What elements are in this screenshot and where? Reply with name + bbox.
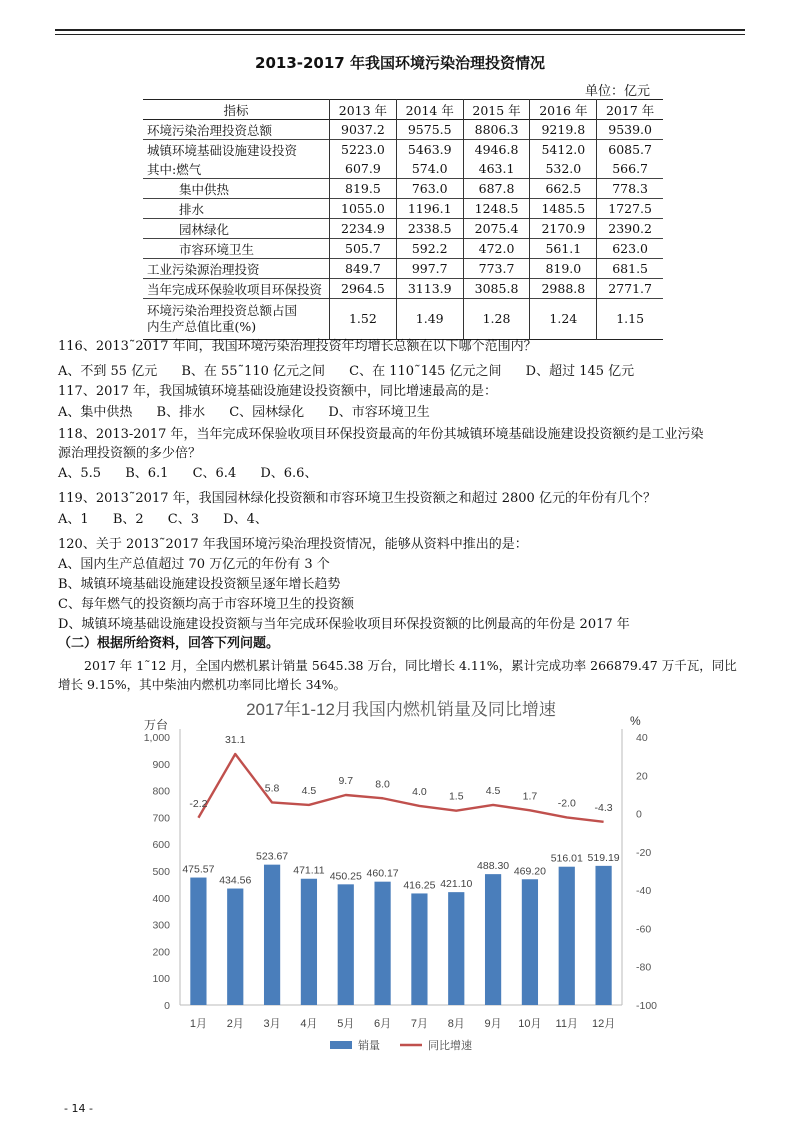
table-cell: 1196.1: [396, 199, 463, 219]
right-axis-tick: -40: [636, 885, 652, 898]
bar-data-label: 519.19: [587, 851, 620, 864]
bar-data-label: 469.20: [513, 865, 546, 878]
table-header-cell: 2015 年: [463, 100, 530, 120]
bar: [595, 866, 611, 1005]
option: B、2: [112, 512, 144, 527]
table-header-cell: 2013 年: [330, 100, 397, 120]
table-cell: 1055.0: [330, 199, 397, 219]
left-axis-tick: 700: [152, 812, 170, 825]
table-row: [143, 299, 663, 340]
table-cell: 849.7: [330, 259, 397, 279]
right-axis-tick: -100: [636, 1000, 658, 1012]
question-118-options: [58, 465, 337, 483]
option: C、6.4: [192, 466, 237, 481]
x-axis-tick: 2月: [226, 1018, 244, 1030]
row-label: 环境污染治理投资总额: [143, 120, 330, 140]
table-cell: 1485.5: [530, 199, 597, 219]
line-data-label: 4.0: [412, 785, 427, 798]
line-data-label: 8.0: [375, 778, 390, 791]
table-cell: 2771.7: [608, 281, 652, 296]
left-axis-tick: 200: [152, 946, 170, 959]
table-title: 2013-2017 年我国环境污染治理投资情况: [255, 54, 545, 72]
question-117: 117、2017 年，我国城镇环境基础设施建设投资额中，同比增速最高的是：: [58, 384, 498, 399]
legend-swatch-sales: [330, 1041, 352, 1049]
x-axis-tick: 1月: [189, 1018, 207, 1030]
table-cell: 662.5: [530, 179, 597, 199]
option: C、园林绿化: [229, 405, 305, 420]
right-axis-unit: %: [630, 714, 641, 728]
table-cell: 687.8: [463, 179, 530, 199]
option: D、超过 145 亿元: [525, 364, 635, 379]
table-row: [143, 179, 663, 199]
option: C、在 110˜145 亿元之间: [349, 364, 502, 379]
table-cell: 9539.0: [608, 122, 652, 137]
question-116-options: [58, 363, 654, 381]
option: A、集中供热: [58, 405, 133, 420]
bar: [227, 889, 243, 1005]
row-label: 其中:燃气: [143, 159, 330, 179]
left-axis-tick: 300: [152, 919, 170, 932]
left-axis-tick: 0: [164, 1000, 170, 1012]
right-axis-tick: 40: [636, 732, 648, 744]
x-axis-tick: 9月: [484, 1018, 502, 1030]
table-cell: 592.2: [396, 239, 463, 259]
table-cell: 6085.7: [608, 142, 652, 157]
line-data-label: 5.8: [264, 782, 280, 795]
x-axis-tick: 8月: [447, 1018, 465, 1030]
table-cell: 819.5: [330, 179, 397, 199]
table-header-cell: 指标: [143, 100, 330, 120]
bar: [374, 882, 390, 1005]
table-cell: 9219.8: [530, 120, 597, 140]
row-label: [143, 299, 330, 340]
bar-data-label: 450.25: [329, 870, 362, 883]
line-data-label: 4.5: [485, 784, 501, 797]
bar: [411, 893, 427, 1005]
table-cell: 1.49: [396, 299, 463, 340]
table-cell: 3113.9: [396, 279, 463, 299]
right-axis-tick: -20: [636, 846, 652, 859]
table-header-cell: 2014 年: [396, 100, 463, 120]
table-row: [143, 259, 663, 279]
table-cell: 2988.8: [530, 279, 597, 299]
bar-data-label: 523.67: [256, 850, 289, 863]
table-cell: 9575.5: [396, 120, 463, 140]
table-row: [143, 279, 663, 299]
bar-data-label: 516.01: [550, 852, 583, 865]
table-cell: 5223.0: [330, 140, 397, 160]
table-cell: 9037.2: [330, 120, 397, 140]
option: A、不到 55 亿元: [58, 364, 158, 379]
row-label: 市容环境卫生: [143, 239, 330, 259]
row-label: 排水: [143, 199, 330, 219]
table-cell: 2234.9: [330, 219, 397, 239]
row-label-line1: 环境污染治理投资总额占国: [147, 303, 298, 318]
table-row: [143, 239, 663, 259]
section-heading: （二）根据所给资料，回答下列问题。: [58, 636, 280, 651]
table-cell: 763.0: [396, 179, 463, 199]
x-axis-tick: 10月: [518, 1018, 542, 1030]
question-120-option-c: C、每年燃气的投资额均高于市容环境卫生的投资额: [58, 597, 354, 612]
line-data-label: 31.1: [225, 734, 246, 747]
row-label: 集中供热: [143, 179, 330, 199]
row-label-line2: 内生产总值比重(%): [147, 319, 257, 334]
row-label: 城镇环境基础设施建设投资: [143, 140, 330, 160]
table-cell: 5463.9: [396, 140, 463, 160]
left-axis-tick: 100: [152, 973, 170, 986]
growth-line: [198, 754, 603, 822]
x-axis-tick: 3月: [263, 1018, 281, 1030]
bar: [448, 892, 464, 1005]
question-119: 119、2013˜2017 年，我国园林绿化投资额和市容环境卫生投资额之和超过 2800 亿元的年份有几个？: [58, 491, 656, 506]
question-120-option-b: B、城镇环境基础设施建设投资额呈逐年增长趋势: [58, 577, 341, 592]
right-axis-tick: -80: [636, 961, 652, 974]
question-118-line1: 118、2013-2017 年，当年完成环保验收项目环保投资最高的年份其城镇环境基础设施建设投资额约是工业污染: [58, 427, 704, 442]
option: A、1: [58, 512, 89, 527]
option: C、3: [167, 512, 199, 527]
option: D、4、: [223, 512, 268, 527]
x-axis-tick: 11月: [555, 1018, 578, 1030]
line-data-label: -2.0: [557, 797, 576, 810]
header-rule-thick: [55, 29, 745, 31]
bar: [190, 878, 206, 1005]
table-cell: 2075.4: [463, 219, 530, 239]
table-header-cell: 2017 年: [605, 102, 655, 118]
question-120: 120、关于 2013˜2017 年我国环境污染治理投资情况，能够从资料中推出的是：: [58, 537, 528, 552]
line-data-label: 4.5: [301, 784, 317, 797]
bar: [264, 865, 280, 1005]
line-data-label: 1.5: [448, 790, 464, 803]
table-row: [143, 219, 663, 239]
table-cell: 566.7: [612, 161, 649, 176]
right-axis-tick: 0: [636, 808, 642, 821]
option: A、5.5: [58, 466, 102, 481]
table-cell: 1248.5: [463, 199, 530, 219]
table-cell: 5412.0: [530, 140, 597, 160]
question-118-line2: 源治理投资额的多少倍？: [58, 446, 202, 461]
table-cell: 623.0: [612, 241, 649, 256]
table-cell: 2170.9: [530, 219, 597, 239]
left-axis-tick: 400: [152, 892, 170, 905]
left-axis-tick: 1,000: [143, 732, 170, 744]
x-axis-tick: 7月: [410, 1018, 428, 1030]
row-label: 园林绿化: [143, 219, 330, 239]
bar-data-label: 488.30: [477, 860, 510, 873]
line-data-label: 1.7: [522, 790, 538, 803]
table-cell: 532.0: [530, 159, 597, 179]
table-cell: 2964.5: [330, 279, 397, 299]
table-cell: 1.28: [463, 299, 530, 340]
header-rule-thin: [55, 34, 745, 35]
table-cell: 778.3: [612, 181, 649, 196]
row-label: 工业污染源治理投资: [143, 259, 330, 279]
table-unit: 单位：亿元: [585, 84, 651, 99]
line-data-label: -4.3: [594, 801, 613, 814]
table-cell: 997.7: [396, 259, 463, 279]
left-axis-tick: 800: [152, 785, 170, 798]
bar: [338, 884, 354, 1005]
option: B、排水: [156, 405, 206, 420]
section-paragraph: 2017 年 1˜12 月，全国内燃机累计销量 5645.38 万台，同比增长 4.11%，累计完成功率 266879.47 万千瓦，同比增长 9.15%，其中柴油内燃机功率同比增长 34%。: [58, 658, 737, 692]
table-cell: 505.7: [330, 239, 397, 259]
table-header-row: [143, 100, 663, 120]
question-117-options: [58, 404, 450, 422]
x-axis-tick: 6月: [374, 1018, 392, 1030]
question-119-options: [58, 511, 288, 529]
table-cell: 819.0: [530, 259, 597, 279]
line-data-label: -2.2: [189, 797, 208, 810]
table-cell: 463.1: [463, 159, 530, 179]
option: D、市容环境卫生: [328, 405, 430, 420]
left-axis-tick: 900: [152, 758, 170, 771]
table-row: [143, 199, 663, 219]
table-cell: 2390.2: [608, 221, 652, 236]
question-120-option-d: D、城镇环境基础设施建设投资额与当年完成环保验收项目环保投资额的比例最高的年份是 2017 年: [58, 617, 630, 632]
left-axis-unit: 万台: [144, 718, 169, 732]
bar: [522, 879, 538, 1005]
bar: [559, 867, 575, 1005]
chart-title: 2017年1-12月我国内燃机销量及同比增速: [246, 700, 556, 719]
bar-data-label: 475.57: [182, 863, 215, 876]
right-axis-tick: 20: [636, 770, 648, 783]
table-row: [143, 159, 663, 179]
option: B、在 55˜110 亿元之间: [181, 364, 326, 379]
x-axis-tick: 4月: [300, 1018, 318, 1030]
engine-sales-chart: [130, 697, 670, 1062]
option: D、6.6、: [260, 466, 318, 481]
bar-data-label: 434.56: [219, 874, 252, 887]
table-cell: 1.52: [330, 299, 397, 340]
bar-data-label: 460.17: [366, 867, 399, 880]
x-axis-tick: 5月: [337, 1018, 355, 1030]
table-cell: 1727.5: [608, 201, 652, 216]
table-cell: 2338.5: [396, 219, 463, 239]
x-axis-tick: 12月: [591, 1018, 616, 1030]
table-cell: 681.5: [612, 261, 649, 276]
legend-label-growth: 同比增速: [428, 1040, 472, 1052]
question-120-option-a: A、国内生产总值超过 70 万亿元的年份有 3 个: [58, 557, 330, 572]
row-label: 当年完成环保验收项目环保投资: [143, 279, 330, 299]
table-cell: 1.24: [530, 299, 597, 340]
bar-data-label: 421.10: [440, 878, 473, 891]
bar: [485, 874, 501, 1005]
table-cell: 8806.3: [463, 120, 530, 140]
table-cell: 1.15: [616, 311, 645, 326]
bar: [301, 879, 317, 1005]
table-cell: 472.0: [463, 239, 530, 259]
legend-label-sales: 销量: [358, 1040, 380, 1052]
table-cell: 561.1: [530, 239, 597, 259]
page-number: - 14 -: [64, 1102, 93, 1115]
table-row: [143, 120, 663, 140]
table-cell: 773.7: [463, 259, 530, 279]
option: B、6.1: [125, 466, 169, 481]
bar-data-label: 416.25: [403, 879, 436, 892]
question-116: 116、2013˜2017 年间，我国环境污染治理投资年均增长总额在以下哪个范围内？: [58, 339, 537, 354]
investment-table: [143, 99, 663, 340]
bar-data-label: 471.11: [293, 864, 325, 877]
left-axis-tick: 600: [152, 839, 170, 852]
right-axis-tick: -60: [636, 923, 652, 936]
line-data-label: 9.7: [338, 775, 354, 788]
table-row: [143, 140, 663, 160]
table-cell: 607.9: [330, 159, 397, 179]
left-axis-tick: 500: [152, 866, 170, 878]
table-cell: 574.0: [396, 159, 463, 179]
table-header-cell: 2016 年: [530, 100, 597, 120]
table-cell: 3085.8: [463, 279, 530, 299]
table-cell: 4946.8: [463, 140, 530, 160]
